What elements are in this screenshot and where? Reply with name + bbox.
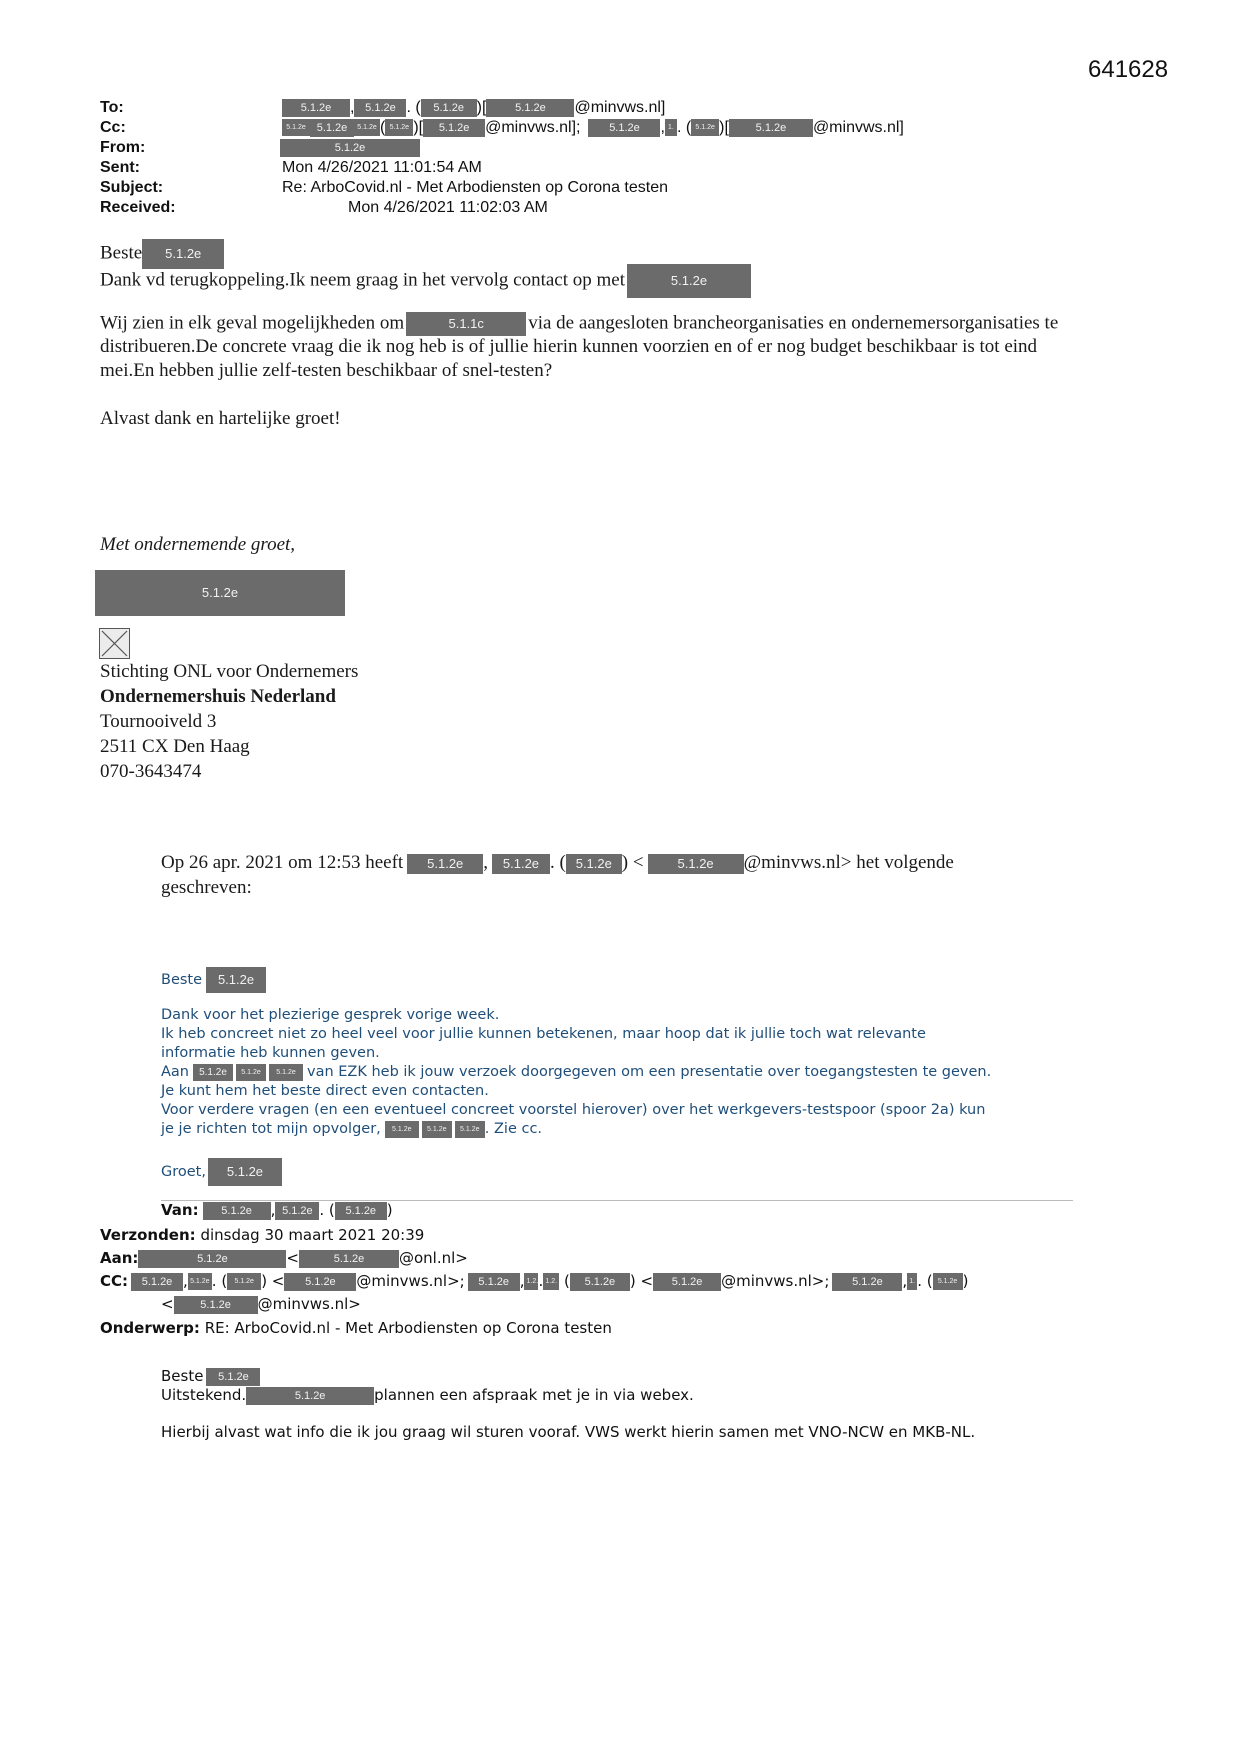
sent-value: Mon 4/26/2021 11:01:54 AM <box>282 159 482 176</box>
redaction: 5.1.2e <box>206 1368 260 1386</box>
reply-line1: Dank vd terugkoppeling.Ik neem graag in het vervolg contact op met 5.1.2e <box>100 264 751 298</box>
cc-line-forward: CC: 5.1.2e , 5.1.2e . ( 5.1.2e ) < 5.1.2e @minvws.nl>; 5.1.2e , 1.2.. 1.2. ( 5.1.2e ) < 5.1.2e @minvws.nl>; 5.1.2e , 1. . ( 5.1.2e ) <box>100 1272 969 1290</box>
subject-value: Re: ArboCovid.nl - Met Arbodiensten op Corona testen <box>282 179 668 196</box>
redaction: 5.1.2e <box>174 1296 258 1314</box>
signature-redaction: 5.1.2e <box>95 570 345 616</box>
quoted-line4: Aan 5.1.2e 5.1.2e 5.1.2e van EZK heb ik jouw verzoek doorgegeven om een presentatie over toegangstesten te geven. <box>161 1064 992 1080</box>
redaction: 5.1.2e <box>691 119 719 136</box>
quoted-line7: je je richten tot mijn opvolger, 5.1.2e 5.1.2e 5.1.2e . Zie cc. <box>161 1121 543 1137</box>
redaction: 5.1.2e <box>310 119 354 137</box>
redaction: 5.1.2e <box>282 99 350 117</box>
aan-line: Aan: 5.1.2e < 5.1.2e @onl.nl> <box>100 1249 468 1267</box>
reply-paragraph-line1: Wij zien in elk geval mogelijkheden om 5.1.1c via de aangesloten brancheorganisaties en ondernemersorganisaties te <box>100 312 1058 336</box>
redaction: 5.1.2e <box>138 1250 286 1268</box>
redaction: 5.1.2e <box>284 1273 356 1291</box>
redaction: 5.1.2e <box>385 119 413 136</box>
redaction: 5.1.1c <box>406 312 526 336</box>
redaction: 5.1.2e <box>570 1273 630 1291</box>
received-line: Received: Mon 4/26/2021 11:02:03 AM <box>100 199 548 216</box>
redaction: 5.1.2e <box>468 1273 520 1291</box>
redaction: 5.1.2e <box>492 854 550 874</box>
redaction: 5.1.2e <box>236 1064 266 1081</box>
quoted-line5: Je kunt hem het beste direct even contacten. <box>161 1083 489 1099</box>
sent-line: Sent: Mon 4/26/2021 11:01:54 AM <box>100 159 482 176</box>
redaction: 5.1.2e <box>455 1121 485 1138</box>
redaction: 5.1.2e <box>208 1158 282 1186</box>
redaction: 5.1.2e <box>188 1273 212 1290</box>
redaction: 1. <box>907 1273 917 1290</box>
onderwerp-line: Onderwerp: RE: ArboCovid.nl - Met Arbodiensten op Corona testen <box>100 1319 612 1337</box>
redaction: 5.1.2e <box>832 1273 902 1291</box>
redaction: 1.2. <box>524 1273 538 1290</box>
quoted-greeting: Beste 5.1.2e <box>161 967 266 993</box>
reply-greeting: Beste 5.1.2e <box>100 239 224 269</box>
quoted-intro-cont: geschreven: <box>161 877 252 898</box>
redaction: 5.1.2e <box>653 1273 721 1291</box>
quoted-line1: Dank voor het plezierige gesprek vorige week. <box>161 1007 500 1023</box>
redaction: 5.1.2e <box>407 854 483 874</box>
redaction: 5.1.2e <box>335 1202 387 1220</box>
redaction: 5.1.2e <box>206 967 266 993</box>
signature-phone: 070-3643474 <box>100 761 202 782</box>
quoted-line2: Ik heb concreet niet zo heel veel voor jullie kunnen betekenen, maar hoop dat ik jullie toch wat relevante <box>161 1026 926 1042</box>
reply-closing: Met ondernemende groet, <box>100 534 296 555</box>
cc-line-forward-cont: < 5.1.2e @minvws.nl> <box>161 1295 361 1313</box>
redaction: 5.1.2e <box>193 1064 233 1081</box>
van-line: Van: 5.1.2e , 5.1.2e . ( 5.1.2e ) <box>161 1201 393 1219</box>
forward-greeting: Beste 5.1.2e <box>161 1366 260 1387</box>
reply-thanks: Alvast dank en hartelijke groet! <box>100 408 341 429</box>
reply-paragraph-line3: mei.En hebben jullie zelf-testen beschikbaar of snel-testen? <box>100 360 553 381</box>
redaction: 5.1.2e <box>421 99 477 117</box>
redaction: 5.1.2e <box>299 1250 399 1268</box>
from-line: From: 5.1.2e <box>100 138 420 158</box>
redaction: 1.2. <box>543 1273 559 1290</box>
forward-line2: Hierbij alvast wat info die ik jou graag wil sturen vooraf. VWS werkt hierin samen met VNO-NCW en MKB-NL. <box>161 1423 976 1441</box>
redaction: 5.1.2e <box>566 854 622 874</box>
cc-line: Cc: 5.1.2e 5.1.2e 5.1.2e ( 5.1.2e )[ 5.1.2e @minvws.nl]; 5.1.2e , 1. . ( 5.1.2e )[ 5.1.2e @minvws.nl] <box>100 119 904 136</box>
redaction: 5.1.2e <box>729 119 813 137</box>
redaction: 5.1.2e <box>486 99 574 117</box>
redaction: 5.1.2e <box>648 854 744 874</box>
redaction: 5.1.2e <box>227 1273 261 1290</box>
quoted-groet: Groet, 5.1.2e <box>161 1158 282 1186</box>
redaction: 5.1.2e <box>131 1273 183 1291</box>
redaction: 5.1.2e <box>354 99 406 117</box>
quoted-line6: Voor verdere vragen (en een eventueel concreet voorstel hierover) over het werkgevers-testspoor (spoor 2a) kun <box>161 1102 986 1118</box>
redaction: 5.1.2e <box>354 119 380 136</box>
document-number: 641628 <box>1088 56 1169 83</box>
redaction: 5.1.2e <box>588 119 660 137</box>
signature-org2: Ondernemershuis Nederland <box>100 686 336 707</box>
redaction: 5.1.2e <box>933 1273 963 1290</box>
signature-address2: 2511 CX Den Haag <box>100 736 250 757</box>
redaction: 5.1.2e <box>275 1202 319 1220</box>
quoted-line3: informatie heb kunnen geven. <box>161 1045 380 1061</box>
redaction: 1. <box>665 119 677 136</box>
redaction: 5.1.2e <box>269 1064 303 1081</box>
verzonden-line: Verzonden: dinsdag 30 maart 2021 20:39 <box>100 1226 425 1244</box>
signature-address1: Tournooiveld 3 <box>100 711 217 732</box>
signature-org1: Stichting ONL voor Ondernemers <box>100 661 359 682</box>
broken-image-icon <box>99 628 130 659</box>
redaction: 5.1.2e <box>246 1387 374 1405</box>
redaction: 5.1.2e <box>385 1121 419 1138</box>
redaction: 5.1.2e <box>282 119 310 136</box>
received-value: Mon 4/26/2021 11:02:03 AM <box>348 199 548 216</box>
reply-paragraph-line2: distribueren.De concrete vraag die ik nog heb is of jullie hierin kunnen voorzien en of er nog budget beschikbaar is tot eind <box>100 336 1038 357</box>
redaction: 5.1.2e <box>142 239 224 269</box>
redaction: 5.1.2e <box>422 1121 452 1138</box>
redaction: 5.1.2e <box>423 119 485 137</box>
to-line: To: 5.1.2e , 5.1.2e . ( 5.1.2e )[ 5.1.2e @minvws.nl] <box>100 99 666 116</box>
redaction: 5.1.2e <box>203 1202 271 1220</box>
redaction: 5.1.2e <box>627 264 751 298</box>
forward-line1: Uitstekend. 5.1.2e plannen een afspraak met je in via webex. <box>161 1386 694 1404</box>
subject-line: Subject: Re: ArboCovid.nl - Met Arbodiensten op Corona testen <box>100 179 668 196</box>
redaction: 5.1.2e <box>280 139 420 157</box>
quoted-intro: Op 26 apr. 2021 om 12:53 heeft 5.1.2e , 5.1.2e . ( 5.1.2e ) < 5.1.2e @minvws.nl> het volgende <box>161 852 954 873</box>
